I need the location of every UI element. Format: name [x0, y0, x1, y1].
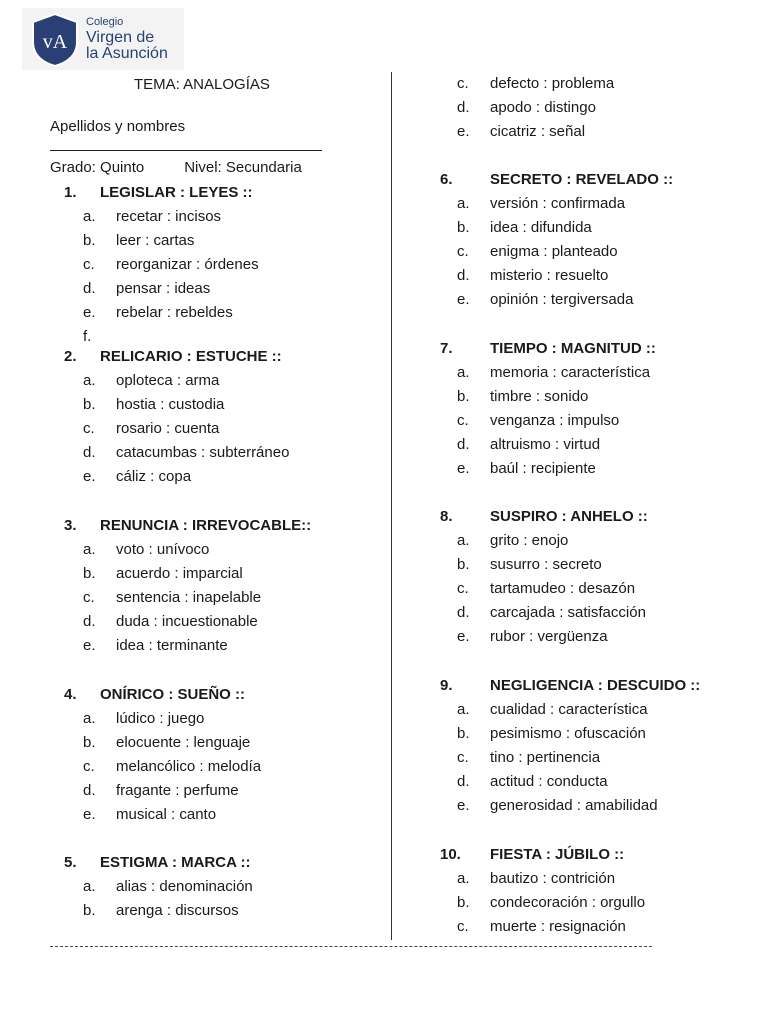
question-number: 2. — [64, 348, 77, 365]
option-text: enigma : planteado — [490, 243, 618, 260]
option-text: sentencia : inapelable — [116, 589, 262, 606]
answer-option[interactable] — [50, 731, 261, 755]
option-text: duda : incuestionable — [116, 613, 258, 630]
question-title: NEGLIGENCIA : DESCUIDO :: — [490, 677, 701, 694]
logo-text — [86, 14, 168, 62]
option-text: memoria : característica — [490, 364, 651, 381]
answer-option[interactable] — [50, 441, 289, 465]
option-letter: b. — [457, 556, 470, 573]
question-number: 4. — [64, 686, 77, 703]
answer-option[interactable] — [440, 625, 648, 649]
option-text: reorganizar : órdenes — [116, 256, 259, 273]
answer-option[interactable] — [440, 72, 614, 96]
question-title: RENUNCIA : IRREVOCABLE:: — [100, 517, 312, 534]
question-heading — [50, 683, 261, 707]
option-letter: c. — [457, 918, 469, 935]
option-letter: b. — [457, 725, 470, 742]
option-letter: a. — [457, 701, 470, 718]
question-title: TIEMPO : MAGNITUD :: — [490, 340, 656, 357]
question-heading — [50, 514, 311, 538]
question-title: SECRETO : REVELADO :: — [490, 171, 674, 188]
answer-option[interactable] — [440, 120, 614, 144]
logo-initials: vA — [42, 31, 68, 53]
option-text: tartamudeo : desazón — [490, 580, 636, 597]
question-number: 1. — [64, 184, 77, 201]
answer-option[interactable] — [50, 707, 261, 731]
answer-option[interactable] — [50, 634, 311, 658]
question-title: ONÍRICO : SUEÑO :: — [100, 686, 245, 703]
option-text: cualidad : característica — [490, 701, 648, 718]
grade-label: Grado: Quinto — [50, 159, 145, 176]
question-number: 8. — [440, 508, 453, 525]
question-title: ESTIGMA : MARCA :: — [100, 854, 251, 871]
option-letter: c. — [83, 589, 95, 606]
option-text: arenga : discursos — [116, 902, 239, 919]
question-number: 9. — [440, 677, 453, 694]
answer-option[interactable] — [440, 240, 673, 264]
option-letter: e. — [457, 460, 470, 477]
answer-option[interactable] — [50, 253, 259, 277]
option-text: leer : cartas — [116, 232, 195, 249]
question-heading — [440, 674, 700, 698]
option-letter: d. — [83, 444, 96, 461]
question-block — [440, 168, 673, 312]
option-letter: c. — [457, 749, 469, 766]
option-text: venganza : impulso — [490, 412, 620, 429]
option-letter: a. — [457, 364, 470, 381]
answer-option[interactable] — [440, 192, 673, 216]
answer-option[interactable] — [50, 277, 259, 301]
answer-option[interactable] — [440, 361, 656, 385]
option-text: pensar : ideas — [116, 280, 211, 297]
logo-line1: Colegio — [86, 16, 124, 28]
answer-option[interactable] — [440, 867, 645, 891]
option-letter: b. — [83, 396, 96, 413]
option-letter: b. — [83, 734, 96, 751]
question-heading — [440, 337, 656, 361]
answer-option[interactable] — [440, 891, 645, 915]
answer-option[interactable] — [440, 288, 673, 312]
question-block — [50, 345, 289, 489]
option-letter: d. — [457, 267, 470, 284]
answer-option[interactable] — [440, 722, 700, 746]
option-text: voto : unívoco — [116, 541, 210, 558]
option-letter: b. — [83, 232, 96, 249]
answer-option[interactable] — [50, 562, 311, 586]
option-letter: e. — [457, 797, 470, 814]
answer-option[interactable] — [440, 385, 656, 409]
answer-option[interactable] — [440, 457, 656, 481]
option-letter: a. — [457, 195, 470, 212]
option-letter: c. — [457, 75, 469, 92]
answer-option[interactable] — [50, 301, 259, 325]
answer-option[interactable] — [440, 433, 656, 457]
school-logo — [22, 8, 184, 70]
option-text: rosario : cuenta — [116, 420, 220, 437]
option-text: oploteca : arma — [116, 372, 220, 389]
option-text: susurro : secreto — [490, 556, 602, 573]
column-divider — [391, 72, 392, 940]
question-block — [440, 674, 700, 818]
question-heading — [50, 181, 259, 205]
option-letter: c. — [83, 420, 95, 437]
answer-option[interactable] — [50, 803, 261, 827]
option-letter: f. — [83, 328, 92, 345]
option-letter: e. — [83, 468, 96, 485]
option-letter: d. — [83, 613, 96, 630]
option-letter: a. — [83, 710, 96, 727]
option-letter: e. — [457, 628, 470, 645]
answer-option[interactable] — [440, 553, 648, 577]
option-letter: c. — [83, 758, 95, 775]
answer-option[interactable] — [440, 216, 673, 240]
grade-line — [50, 159, 302, 176]
option-text: opinión : tergiversada — [490, 291, 634, 308]
answer-option[interactable] — [50, 755, 261, 779]
option-text: bautizo : contrición — [490, 870, 616, 887]
names-label: Apellidos y nombres — [50, 118, 186, 135]
option-text: elocuente : lenguaje — [116, 734, 251, 751]
shield-icon — [30, 12, 80, 68]
option-letter: e. — [457, 123, 470, 140]
option-text: acuerdo : imparcial — [116, 565, 243, 582]
question-title: FIESTA : JÚBILO :: — [490, 846, 625, 863]
answer-option[interactable] — [50, 417, 289, 441]
answer-option[interactable] — [440, 915, 645, 939]
option-letter: b. — [83, 902, 96, 919]
question-number: 6. — [440, 171, 453, 188]
answer-option[interactable] — [440, 601, 648, 625]
answer-option[interactable] — [50, 205, 259, 229]
question-block — [50, 851, 253, 923]
answer-option[interactable] — [50, 779, 261, 803]
option-text: timbre : sonido — [490, 388, 589, 405]
option-text: carcajada : satisfacción — [490, 604, 646, 621]
question-block — [50, 514, 311, 658]
answer-option[interactable] — [50, 899, 253, 923]
option-text: pesimismo : ofuscación — [490, 725, 646, 742]
option-text: grito : enojo — [490, 532, 569, 549]
option-text: lúdico : juego — [116, 710, 205, 727]
option-letter: c. — [457, 580, 469, 597]
level-label: Nivel: Secundaria — [184, 159, 302, 176]
option-letter: a. — [83, 372, 96, 389]
option-text: tino : pertinencia — [490, 749, 601, 766]
page-title: TEMA: ANALOGÍAS — [134, 76, 270, 93]
answer-option[interactable] — [50, 610, 311, 634]
answer-option[interactable] — [50, 465, 289, 489]
question-number: 5. — [64, 854, 77, 871]
question-title: LEGISLAR : LEYES :: — [100, 184, 253, 201]
option-text: defecto : problema — [490, 75, 615, 92]
question-number: 7. — [440, 340, 453, 357]
answer-option[interactable] — [50, 369, 289, 393]
option-text: catacumbas : subterráneo — [116, 444, 290, 461]
question-heading — [440, 843, 645, 867]
option-letter: b. — [457, 388, 470, 405]
option-text: alias : denominación — [116, 878, 253, 895]
option-letter: d. — [457, 604, 470, 621]
option-text: cicatriz : señal — [490, 123, 586, 140]
option-text: musical : canto — [116, 806, 217, 823]
option-letter: e. — [83, 304, 96, 321]
question-title: SUSPIRO : ANHELO :: — [490, 508, 648, 525]
option-text: generosidad : amabilidad — [490, 797, 658, 814]
question-block — [440, 843, 645, 939]
option-letter: d. — [83, 280, 96, 297]
option-text: rubor : vergüenza — [490, 628, 608, 645]
names-blank-line[interactable] — [50, 150, 322, 151]
question-number: 3. — [64, 517, 77, 534]
answer-option[interactable] — [440, 264, 673, 288]
question-heading — [440, 505, 648, 529]
option-letter: d. — [457, 436, 470, 453]
answer-option[interactable] — [440, 698, 700, 722]
option-text: idea : terminante — [116, 637, 228, 654]
option-text: baúl : recipiente — [490, 460, 596, 477]
answer-option[interactable] — [50, 875, 253, 899]
answer-option[interactable] — [440, 529, 648, 553]
option-text: apodo : distingo — [490, 99, 596, 116]
answer-option[interactable] — [440, 409, 656, 433]
question-block — [440, 72, 614, 144]
option-letter: e. — [83, 637, 96, 654]
answer-option[interactable] — [440, 770, 700, 794]
option-text: versión : confirmada — [490, 195, 626, 212]
answer-option[interactable] — [50, 538, 311, 562]
option-letter: a. — [457, 532, 470, 549]
option-text: rebelar : rebeldes — [116, 304, 233, 321]
logo-line2: Virgen de — [86, 29, 155, 46]
question-heading — [440, 168, 673, 192]
option-letter: b. — [83, 565, 96, 582]
option-text: melancólico : melodía — [116, 758, 262, 775]
option-letter: a. — [83, 208, 96, 225]
option-letter: a. — [457, 870, 470, 887]
answer-option[interactable] — [440, 96, 614, 120]
question-title: RELICARIO : ESTUCHE :: — [100, 348, 282, 365]
option-letter: c. — [457, 243, 469, 260]
option-text: hostia : custodia — [116, 396, 225, 413]
option-text: recetar : incisos — [116, 208, 222, 225]
option-letter: a. — [83, 541, 96, 558]
option-letter: c. — [83, 256, 95, 273]
option-text: fragante : perfume — [116, 782, 239, 799]
question-heading — [50, 851, 253, 875]
option-letter: d. — [83, 782, 96, 799]
option-text: misterio : resuelto — [490, 267, 609, 284]
option-letter: e. — [83, 806, 96, 823]
answer-option[interactable] — [440, 794, 700, 818]
option-letter: d. — [457, 773, 470, 790]
answer-option[interactable] — [440, 577, 648, 601]
option-letter: a. — [83, 878, 96, 895]
option-text: actitud : conducta — [490, 773, 608, 790]
answer-option[interactable] — [440, 746, 700, 770]
answer-option[interactable] — [50, 229, 259, 253]
option-letter: c. — [457, 412, 469, 429]
option-letter: b. — [457, 894, 470, 911]
question-block — [440, 337, 656, 481]
option-text: cáliz : copa — [116, 468, 192, 485]
cut-line — [50, 946, 652, 947]
answer-option[interactable] — [50, 586, 311, 610]
option-text: altruismo : virtud — [490, 436, 601, 453]
question-heading — [50, 345, 289, 369]
question-block — [50, 181, 259, 349]
logo-line3: la Asunción — [86, 45, 168, 62]
option-letter: e. — [457, 291, 470, 308]
question-block — [50, 683, 261, 827]
question-number: 10. — [440, 846, 461, 863]
answer-option[interactable] — [50, 393, 289, 417]
option-letter: b. — [457, 219, 470, 236]
option-text: muerte : resignación — [490, 918, 626, 935]
option-text: condecoración : orgullo — [490, 894, 646, 911]
question-block — [440, 505, 648, 649]
option-letter: d. — [457, 99, 470, 116]
option-text: idea : difundida — [490, 219, 592, 236]
